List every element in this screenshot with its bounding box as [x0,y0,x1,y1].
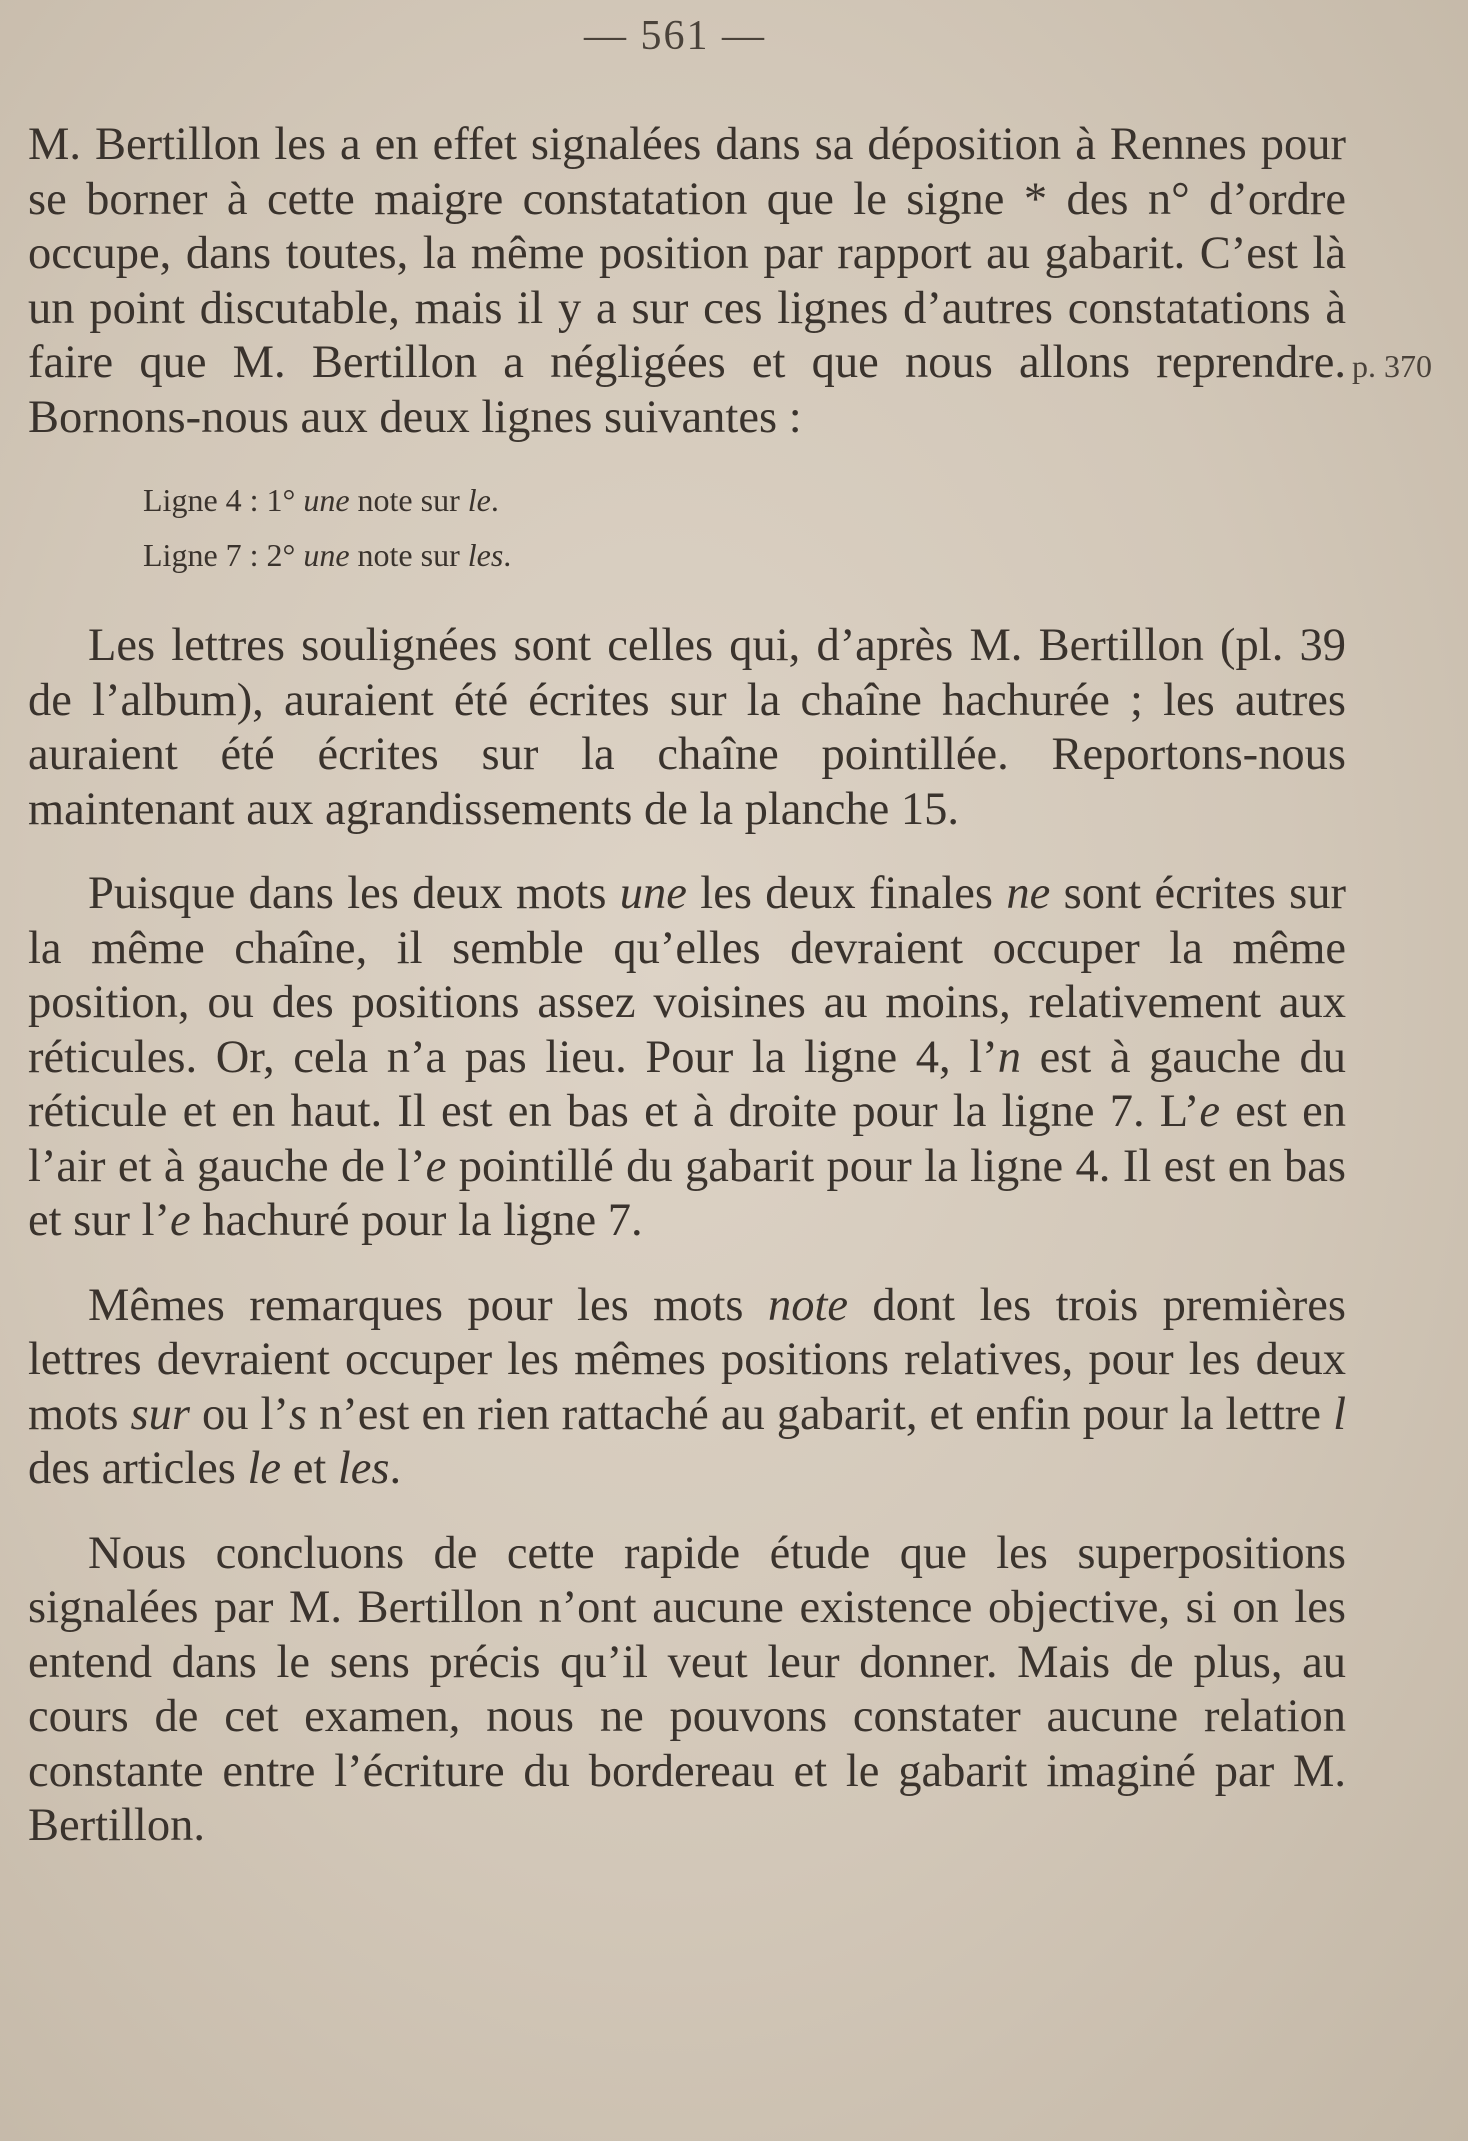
page-number: — 561 — [584,13,766,59]
paragraph-4: Mêmes remarques pour les mots note dont les trois premières lettres devraient occuper les mêmes positions relatives, pour les deux mots sur ou l’s n’est en rien rattaché au gabarit, et enfin pour la lettre l des articles le et les. [28,1279,1347,1494]
paragraph-3: Puisque dans les deux mots une les deux finales ne sont écrites sur la même chaîne, il semble qu’elles devraient occuper la même position, ou des positions assez voisines au moins, relativement aux réticules. Or, cela n’a pas lieu. Pour la ligne 4, l’n est à gauche du réticule et en haut. Il est en bas et à droite pour la ligne 7. L’e est en l’air et à gauche de l’e pointillé du gabarit pour la ligne 4. Il est en bas et sur l’e hachuré pour la ligne 7. [28,868,1347,1246]
paragraph-2: Les lettres soulignées sont celles qui, d’après M. Bertillon (pl. 39 de l’album), auraient été écrites sur la chaîne hachurée ; les autres auraient été écrites sur la chaîne pointillée. Reportons-nous maintenant aux agrandissements de la planche 15. [28,620,1346,835]
paragraph-5: Nous concluons de cette rapide étude que les superpositions signalées par M. Bertillon n’ont aucune existence objective, si on les entend dans le sens précis qu’il veut leur donner. Mais de plus, au cours de cet examen, nous ne pouvons constater aucune relation constante entre l’écriture du bordereau et le gabarit imaginé par M. Bertillon. [28,1527,1346,1851]
quoted-lines [28,473,1346,583]
margin-reference: p. 370 [1352,348,1432,384]
quote-line-2: Ligne 7 : 2° une note sur les. [143,537,512,573]
paragraph-1: M. Bertillon les a en effet signalées dans sa déposition à Rennes pour se borner à cette maigre constatation que le signe * des n° d’ordre occupe, dans toutes, la même position par rapport au gabarit. C’est là un point discutable, mais il y a sur ces lignes d’autres constatations à faire que M. Bertillon a négligées et que nous allons reprendre. Bornons-nous aux deux lignes suivantes : [28,119,1346,443]
quote-line-1: Ligne 4 : 1° une note sur le. [143,482,499,518]
page-body [28,118,1346,1854]
